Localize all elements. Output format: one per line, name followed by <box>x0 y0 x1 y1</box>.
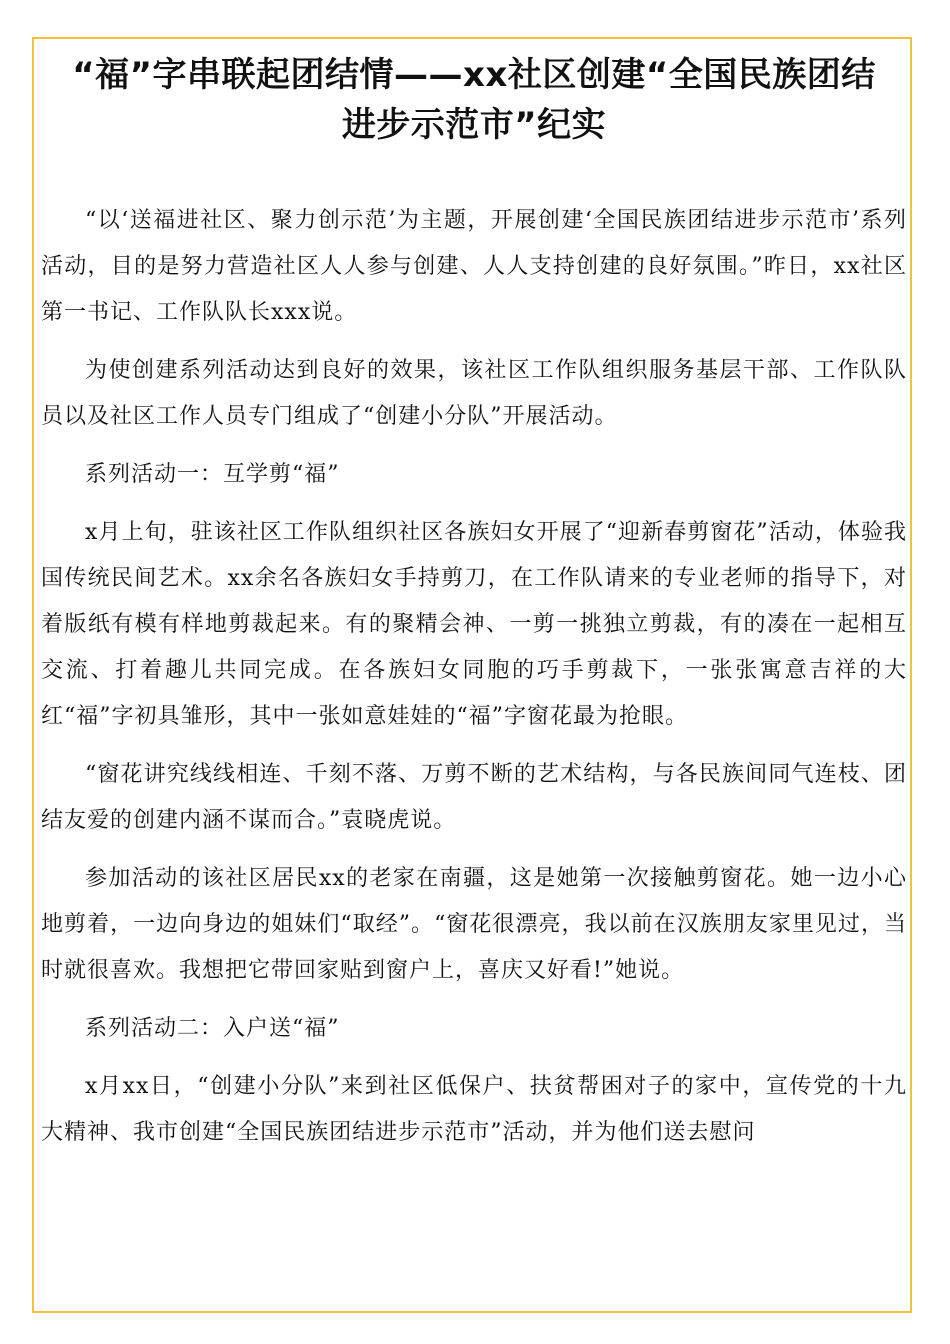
document-content <box>41 42 907 1168</box>
paragraph: 为使创建系列活动达到良好的效果，该社区工作队组织服务基层干部、工作队队员以及社区工作人员专门组成了“创建小分队”开展活动。 <box>41 358 907 429</box>
paragraph: x月xx日，“创建小分队”来到社区低保户、扶贫帮困对子的家中，宣传党的十九大精神、我市创建“全国民族团结进步示范市”活动，并为他们送去慰问 <box>41 1074 907 1145</box>
section-heading: 系列活动二：入户送“福” <box>85 1016 340 1041</box>
title-line-1: “福”字串联起团结情——xx社区创建“全国民族团结 <box>72 55 876 95</box>
paragraph: 参加活动的该社区居民xx的老家在南疆，这是她第一次接触剪窗花。她一边小心地剪着，一边向身边的姐妹们“取经”。“窗花很漂亮，我以前在汉族朋友家里见过，当时就很喜欢。我想把它带回家贴到窗户上，喜庆又好看!”她说。 <box>41 866 907 983</box>
document-title <box>41 50 907 150</box>
paragraph: “以‘送福进社区、聚力创示范’为主题，开展创建‘全国民族团结进步示范市’系列活动，目的是努力营造社区人人参与创建、人人支持创建的良好氛围。”昨日，xx社区第一书记、工作队队长xxx说。 <box>41 208 907 325</box>
document-body <box>41 198 907 1156</box>
title-line-2: 进步示范市”纪实 <box>341 105 607 145</box>
paragraph: x月上旬，驻该社区工作队组织社区各族妇女开展了“迎新春剪窗花”活动，体验我国传统民间艺术。xx余名各族妇女手持剪刀，在工作队请来的专业老师的指导下，对着版纸有模有样地剪裁起来。有的聚精会神、一剪一挑独立剪裁，有的凑在一起相互交流、打着趣儿共同完成。在各族妇女同胞的巧手剪裁下，一张张寓意吉祥的大红“福”字初具雏形，其中一张如意娃娃的“福”字窗花最为抢眼。 <box>41 520 907 729</box>
section-heading: 系列活动一：互学剪“福” <box>85 462 340 487</box>
paragraph: “窗花讲究线线相连、千刻不落、万剪不断的艺术结构，与各民族间同气连枝、团结友爱的创建内涵不谋而合。”袁晓虎说。 <box>41 762 907 833</box>
